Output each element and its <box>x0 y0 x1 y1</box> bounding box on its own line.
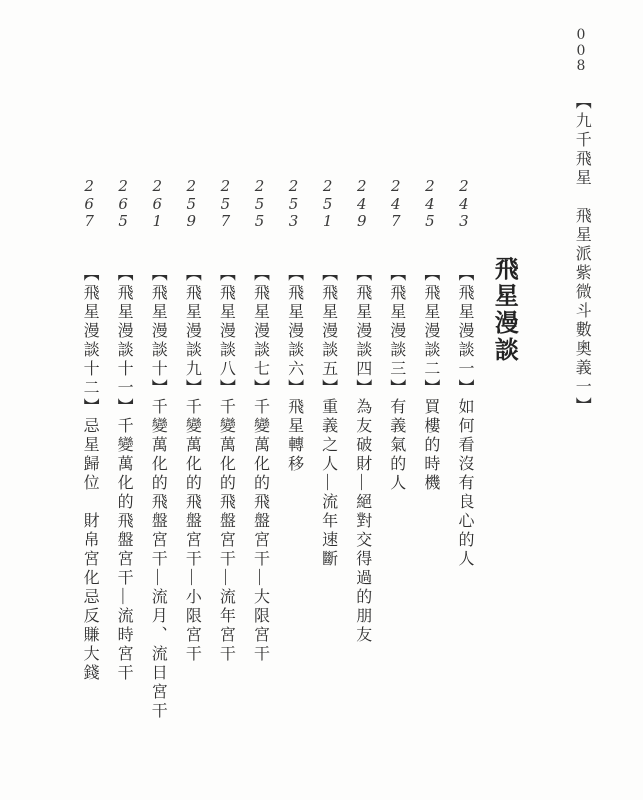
toc-entry <box>242 178 276 778</box>
entry-title: 【飛星漫談七】千變萬化的飛盤宮干—大限宮干 <box>251 265 269 664</box>
entry-title: 【飛星漫談九】千變萬化的飛盤宮干—小限宮干 <box>183 265 201 664</box>
entry-page-ref: 247 <box>391 177 401 230</box>
toc-entry <box>72 178 106 778</box>
toc-entry <box>345 178 379 778</box>
folio-column <box>566 28 596 416</box>
toc-entry <box>379 178 413 778</box>
entry-title: 【飛星漫談三】有義氣的人 <box>387 265 405 493</box>
toc-entry <box>208 178 242 778</box>
entry-page-ref: 267 <box>84 177 94 230</box>
toc-entry <box>311 178 345 778</box>
entry-title: 【飛星漫談五】重義之人—流年速斷 <box>319 265 337 569</box>
entry-page-ref: 251 <box>322 177 333 230</box>
toc-entry <box>174 178 208 778</box>
entry-page-ref: 257 <box>220 177 231 230</box>
entry-title: 【飛星漫談十】千變萬化的飛盤宮干—流月、流日宮干 <box>149 265 167 721</box>
entry-page-ref: 249 <box>356 177 367 230</box>
section-title: 飛星漫談 <box>490 256 517 364</box>
entry-title: 【飛星漫談十二】忌星歸位 財帛宮化忌反賺大錢 <box>81 265 99 683</box>
toc-entry <box>140 178 174 778</box>
entry-title: 【飛星漫談八】千變萬化的飛盤宮干—流年宮干 <box>217 265 235 664</box>
toc-entry <box>277 178 311 778</box>
entry-page-ref: 243 <box>459 177 469 230</box>
entry-title: 【飛星漫談六】飛星轉移 <box>285 265 303 474</box>
page-number: 008 <box>576 27 586 74</box>
entry-title: 【飛星漫談一】如何看沒有良心的人 <box>455 265 473 569</box>
entry-page-ref: 265 <box>118 177 128 230</box>
entry-title: 【飛星漫談二】買樓的時機 <box>421 265 439 493</box>
toc-entry <box>106 178 140 778</box>
entry-page-ref: 261 <box>152 177 163 230</box>
entry-page-ref: 245 <box>425 177 435 230</box>
entry-page-ref: 253 <box>288 177 299 230</box>
toc-entries <box>72 178 481 778</box>
entry-title: 【飛星漫談四】為友破財—絕對交得過的朋友 <box>353 265 371 645</box>
entry-page-ref: 255 <box>254 177 265 230</box>
entry-page-ref: 259 <box>186 177 197 230</box>
book-title: 【九千飛星 飛星派紫微斗數奧義一】 <box>573 92 591 416</box>
toc-entry <box>413 178 447 778</box>
toc-entry <box>447 178 481 778</box>
entry-title: 【飛星漫談十一】千變萬化的飛盤宮干—流時宮干 <box>115 265 133 683</box>
